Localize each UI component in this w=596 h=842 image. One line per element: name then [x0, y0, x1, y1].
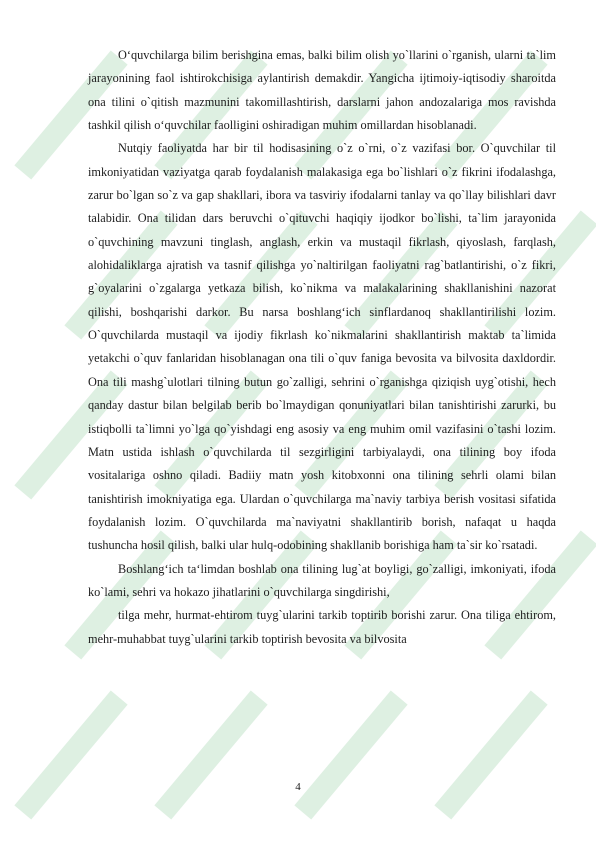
page-number: 4 — [295, 781, 301, 793]
watermark-stroke — [294, 690, 407, 819]
watermark-stroke — [434, 690, 547, 819]
watermark-stroke — [14, 690, 127, 819]
paragraph-2: Nutqiy faoliyatda har bir til hodisasining o`z o`rni, o`z vazifasi bor. O`quvchilar til imkoniyatidan vaziyatga qarab foydalanish malakasiga ega bo`lishlari o`z fikrini ifodalashga, zarur bo`lgan so`z va gap shakllari, ibora va tasviriy ifodalarni tanlay va qo`llay bilishlari davr talabidir. Ona tilidan dars beruvchi o`qituvchi haqiqiy ijodkor bo`lishi, ta`lim jarayonida o`quvchining mavzuni tinglash, anglash, erkin va mustaqil fikrlash, qiyoslash, farqlash, alohidaliklarga ajratish va tasnif qilishga yo`naltirilgan faoliyatni rag`batlantirishi, o`z fikri, g`oyalarini o`zgalarga yetkaza bilish, ko`nikma va malakalarining shakllanishini nazorat qilishi, boshqarishi darkor. Bu narsa boshlang‘ich sinflardanoq shakllantirilishi lozim. O`quvchilarda mustaqil va ijodiy fikrlash ko`nikmalarini shakllantirish maktab ta`limida yetakchi o`quv fanlaridan hisoblanagan ona tili o`quv faniga bevosita va bilvosita daxldordir. Ona tili mashg`ulotlari tilning butun go`zalligi, sehrini o`rganishga qiziqish uyg`otishi, hech qanday dastur bilan belgilab berib bo`lmaydigan qonuniyatlari bilan tanishtirishi zarurki, bu istiqbolli ta`limni yo`lga qo`yishdagi eng asosiy va eng muhim omil vazifasini o`tashi lozim. Matn ustida ishlash o`quvchilarda til sezgirligini tarbiyalaydi, ona tilining boy ifoda vositalariga oshno qiladi. Badiiy matn yosh kitobxonni ona tilining sehrli olami bilan tanishtirish imokniyatiga ega. Ulardan o`quvchilarga ma`naviy tarbiya berish vositasi sifatida foydalanish lozim. O`quvchilarda ma`naviyatni shakllantirib borish, nafaqat u haqda tushuncha hosil qilish, balki ular hulq-odobining shakllanib borishiga ham ta`sir ko`rsatadi. — [88, 141, 556, 553]
document-body — [88, 44, 556, 651]
paragraph-4: tilga mehr, hurmat-ehtirom tuyg`ularini tarkib toptirib borishi zarur. Ona tiliga ehtirom, mehr-muhabbat tuyg`ularini tarkib toptirish bevosita va bilvosita — [88, 608, 556, 646]
watermark-stroke — [154, 690, 267, 819]
paragraph-1: O‘quvchilarga bilim berishgina emas, balki bilim olish yo`llarini o`rganish, ularni ta`lim jarayonining faol ishtirokchisiga aylantirish demakdir. Yangicha ijtimoiy-iqtisodiy sharoitda ona tilini o`qitish mazmunini takomillashtirish, darslarni jahon andozalariga mos ravishda tashkil qilish o‘quvchilar faolligini oshiradigan muhim omillardan hisoblanadi. — [88, 48, 556, 133]
paragraph-3: Boshlang‘ich ta‘limdan boshlab ona tilining lug`at boyligi, go`zalligi, imkoniyati, ifoda ko`lami, sehri va hokazo jihatlarini o`quvchilarga singdirishi, — [88, 561, 556, 599]
